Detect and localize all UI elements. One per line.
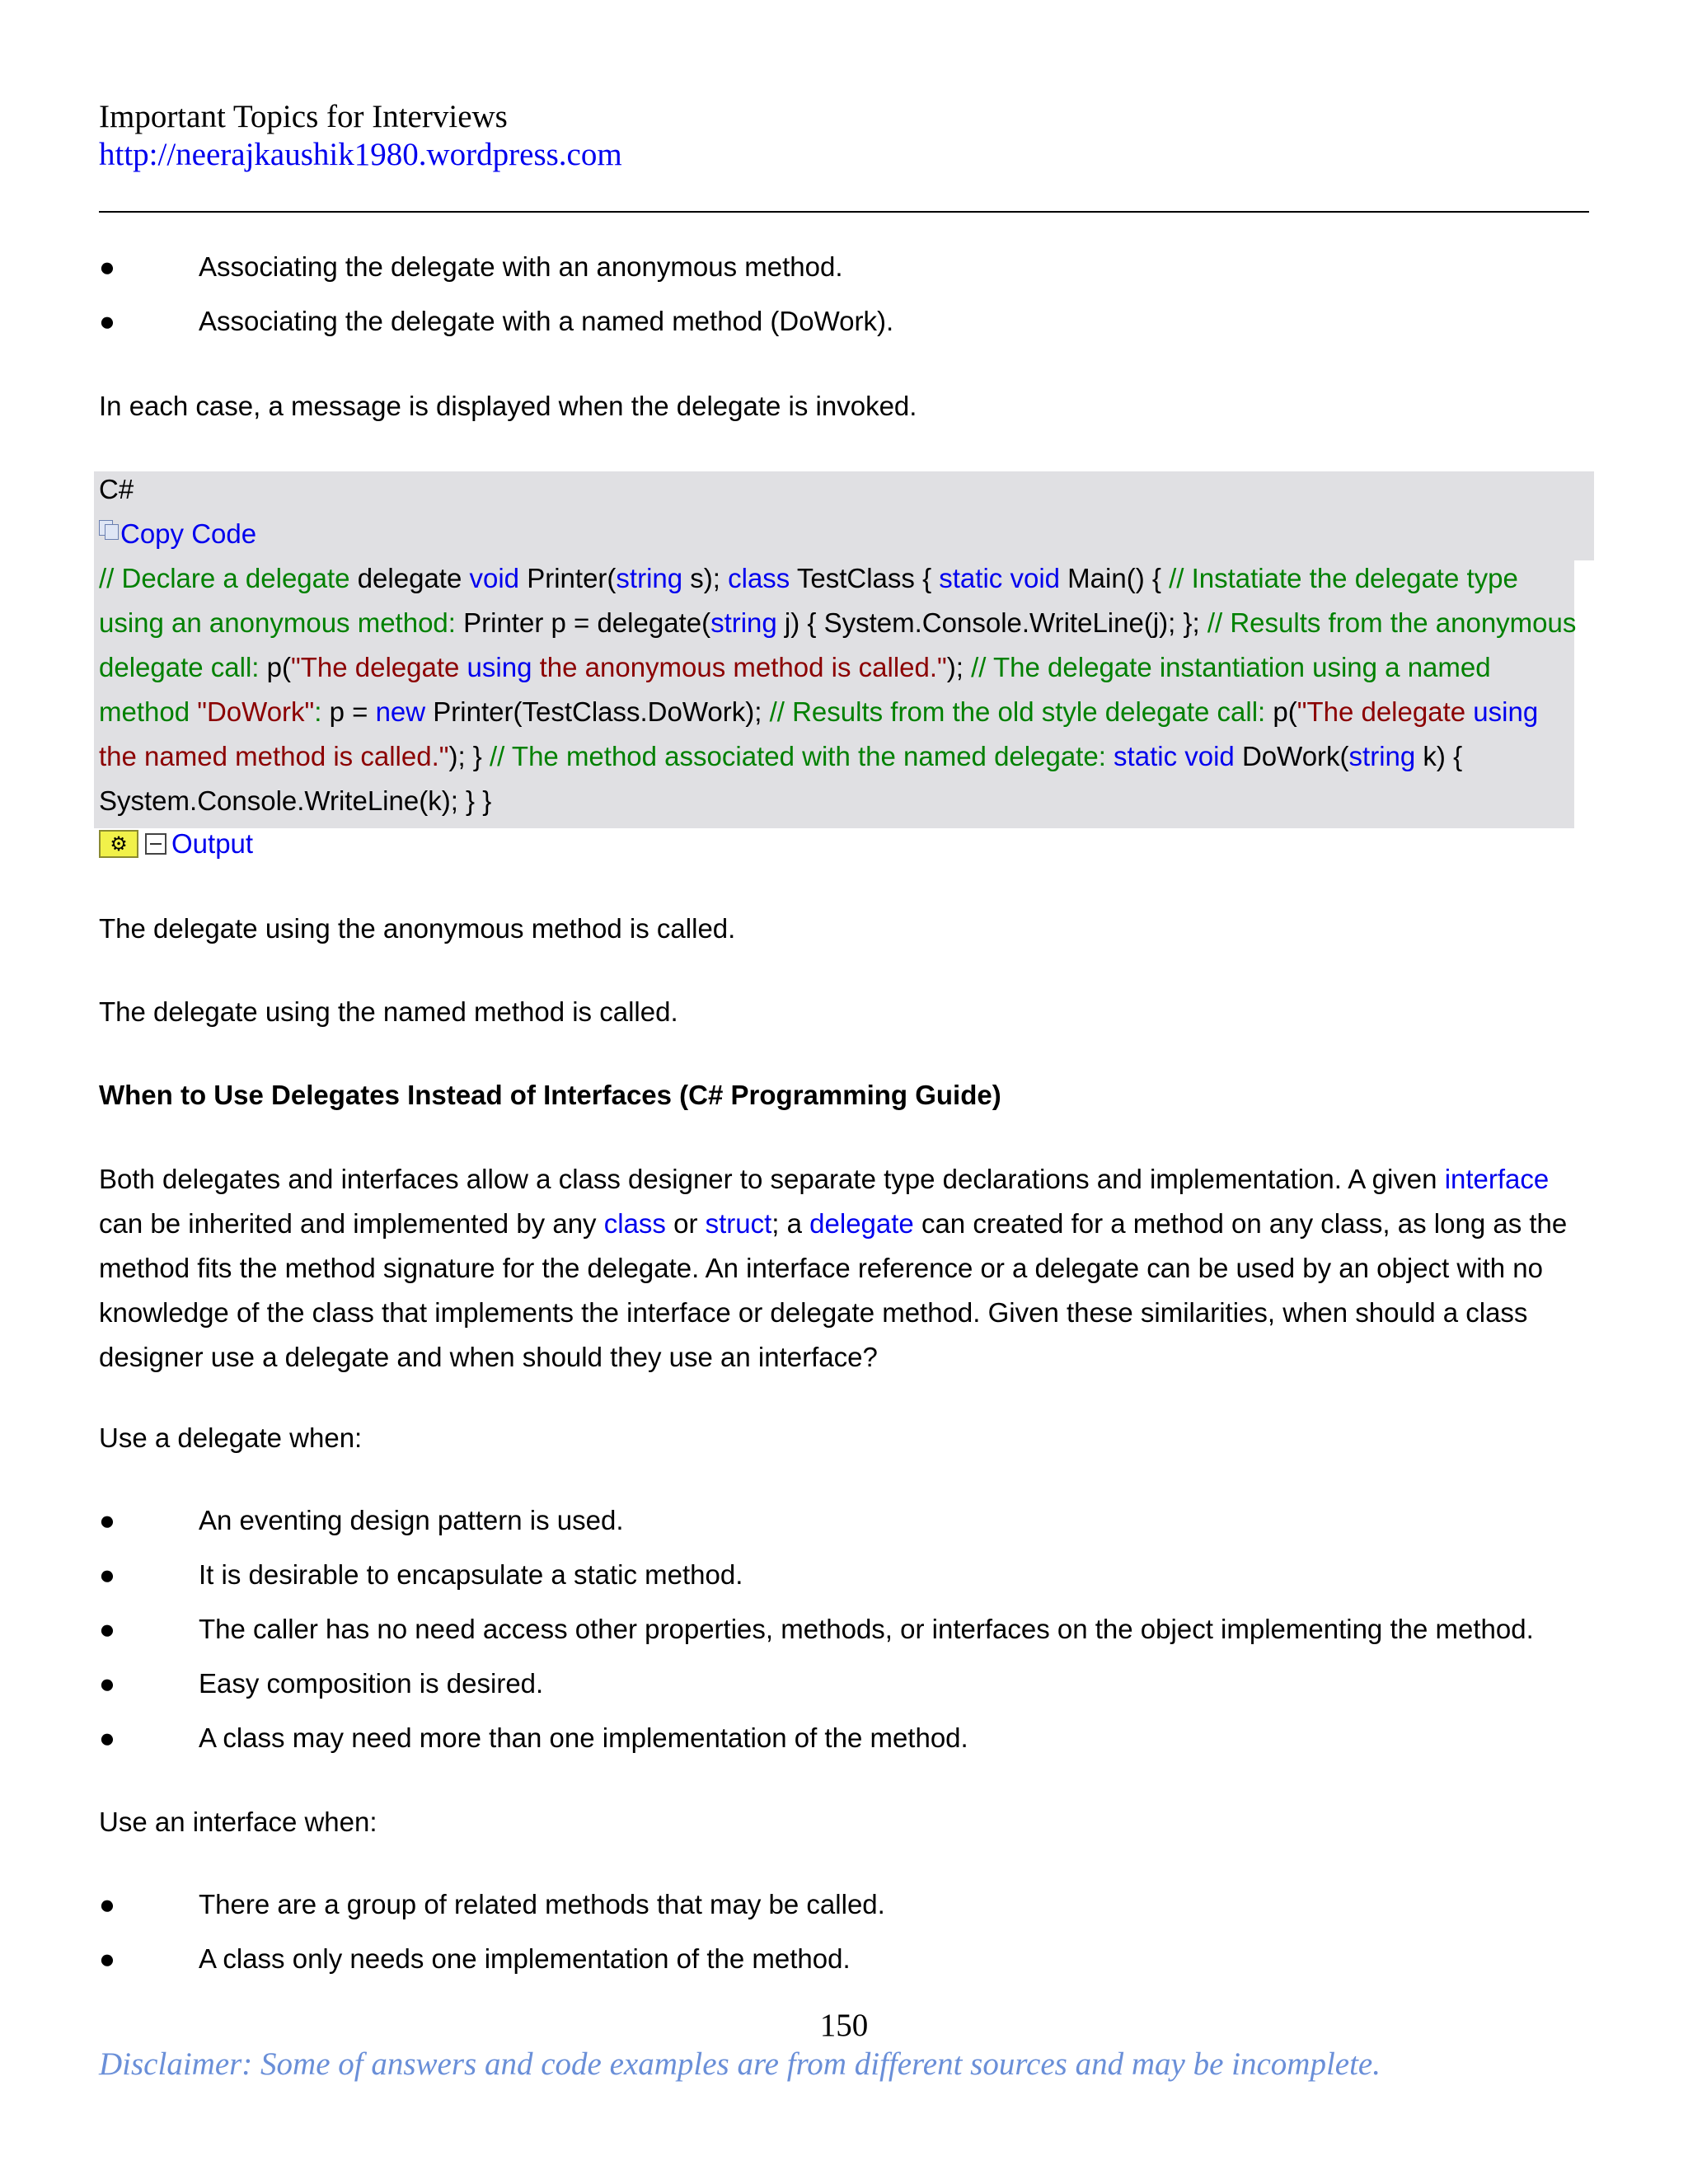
list-item: ● A class may need more than one implementation of the method. <box>99 1711 1534 1765</box>
code-token-com: // The method associated with the named delegate: <box>490 741 1106 771</box>
code-token-txt: Printer( <box>519 563 617 593</box>
bullet-icon: ● <box>99 1614 115 1644</box>
delegate-bullet-list <box>99 1493 1534 1765</box>
code-token-com: // Declare a delegate <box>99 563 350 593</box>
code-token-kw: void <box>469 563 520 593</box>
code-token-txt: ); } <box>448 741 490 771</box>
code-token-com: : <box>314 696 322 727</box>
bullet-icon: ● <box>99 1889 115 1919</box>
code-token-str: "The delegate <box>1296 696 1474 727</box>
code-token-com: // Instatiate the delegate type using an anonymous method: <box>99 563 1518 638</box>
list-item: ● It is desirable to encapsulate a static method. <box>99 1548 1534 1602</box>
top-bullet-list <box>99 240 893 349</box>
code-token-kw: void <box>1010 563 1061 593</box>
struct-link[interactable]: struct <box>705 1208 772 1239</box>
code-token-txt <box>1106 741 1114 771</box>
output-label[interactable]: Output <box>171 828 254 859</box>
bullet-icon: ● <box>99 1559 115 1590</box>
code-token-txt: TestClass { <box>790 563 940 593</box>
delegate-link[interactable]: delegate <box>809 1208 914 1239</box>
section-heading: When to Use Delegates Instead of Interfaces (C# Programming Guide) <box>99 1080 1001 1110</box>
code-token-txt: DoWork( <box>1234 741 1349 771</box>
class-link[interactable]: class <box>603 1208 666 1239</box>
code-token-kw: string <box>710 607 777 638</box>
code-token-txt: ); <box>946 652 972 682</box>
list-item: ● There are a group of related methods that may be called. <box>99 1877 885 1932</box>
interface-link[interactable]: interface <box>1444 1164 1550 1194</box>
header-url-link[interactable]: http://neerajkaushik1980.wordpress.com <box>99 137 622 172</box>
code-token-txt: p = <box>321 696 376 727</box>
bullet-icon: ● <box>99 306 115 336</box>
copy-code-button[interactable] <box>99 512 256 556</box>
code-token-str: "The delegate <box>291 652 467 682</box>
code-token-txt: p( <box>1265 696 1297 727</box>
code-token-txt: Printer p = delegate( <box>455 607 711 638</box>
code-token-str: "DoWork" <box>197 696 315 727</box>
code-token-str: the anonymous method is called." <box>532 652 947 682</box>
code-token-txt: j) { System.Console.WriteLine(j); }; <box>776 607 1207 638</box>
body-paragraph: Both delegates and interfaces allow a class designer to separate type declarations and implementation. A given interface can be inherited and implemented by any class or struct; a delegate can created for a method on any class, as long as the method fits the method signature for the delegate. An interface reference or a delegate can be used by an object with no knowledge of the class that implements the interface or delegate method. Given these similarities, when should a class designer use a delegate and when should they use an interface? <box>99 1164 1568 1372</box>
header-divider <box>99 211 1589 213</box>
code-token-kw: void <box>1184 741 1235 771</box>
copy-code-label: Copy Code <box>120 518 257 549</box>
list-item: ● Associating the delegate with an anonymous method. <box>99 240 893 294</box>
code-token-txt: Main() { <box>1060 563 1170 593</box>
code-language-label: C# <box>99 474 134 504</box>
code-token-txt: k) { System.Console.WriteLine(k); } } <box>99 741 1463 816</box>
code-token-kw: using <box>467 652 532 682</box>
code-token-kw: class <box>728 563 790 593</box>
list-item: ● Associating the delegate with a named method (DoWork). <box>99 294 893 349</box>
code-token-kw: new <box>375 696 426 727</box>
output-toggle[interactable] <box>99 827 253 861</box>
code-token-txt <box>1177 741 1184 771</box>
code-token-com: // The delegate instantiation using a named method <box>99 652 1491 727</box>
code-token-kw: static <box>939 563 1003 593</box>
bullet-icon: ● <box>99 1722 115 1753</box>
list-item: ● A class only needs one implementation of the method. <box>99 1932 885 1986</box>
output-tool-icon: ⚙ <box>99 830 138 858</box>
code-token-kw: string <box>1348 741 1416 771</box>
bullet-icon: ● <box>99 1668 115 1699</box>
list-item: ● Easy composition is desired. <box>99 1657 1534 1711</box>
code-token-txt: Printer(TestClass.DoWork); <box>425 696 770 727</box>
interface-heading: Use an interface when: <box>99 1807 377 1837</box>
code-token-com: // Results from the old style delegate call: <box>769 696 1266 727</box>
code-token-str: the named method is called." <box>99 741 449 771</box>
output-line-2: The delegate using the named method is called. <box>99 996 678 1027</box>
intro-text: In each case, a message is displayed when the delegate is invoked. <box>99 391 917 421</box>
code-header-background <box>94 471 1594 560</box>
list-item: ● The caller has no need access other properties, methods, or interfaces on the object implementing the method. <box>99 1602 1534 1657</box>
code-snippet <box>99 556 1578 823</box>
code-token-kw: using <box>1473 696 1539 727</box>
bullet-icon: ● <box>99 1505 115 1535</box>
copy-icon <box>99 520 120 538</box>
list-item: ● An eventing design pattern is used. <box>99 1493 1534 1548</box>
disclaimer-text: Disclaimer: Some of answers and code examples are from different sources and may be incomplete. <box>99 2046 1381 2082</box>
interface-bullet-list <box>99 1877 885 1986</box>
code-token-kw: static <box>1114 741 1178 771</box>
code-token-kw: string <box>616 563 683 593</box>
delegate-heading: Use a delegate when: <box>99 1422 363 1453</box>
bullet-icon: ● <box>99 251 115 282</box>
page-number: 150 <box>819 2008 869 2043</box>
code-token-txt: delegate <box>349 563 470 593</box>
code-token-com: // Results from the anonymous delegate call: <box>99 607 1577 682</box>
bullet-icon: ● <box>99 1943 115 1974</box>
output-line-1: The delegate using the anonymous method is called. <box>99 913 736 944</box>
code-token-txt: s); <box>682 563 729 593</box>
collapse-icon[interactable] <box>145 833 166 855</box>
code-token-txt: p( <box>259 652 291 682</box>
header-title: Important Topics for Interviews <box>99 99 508 134</box>
